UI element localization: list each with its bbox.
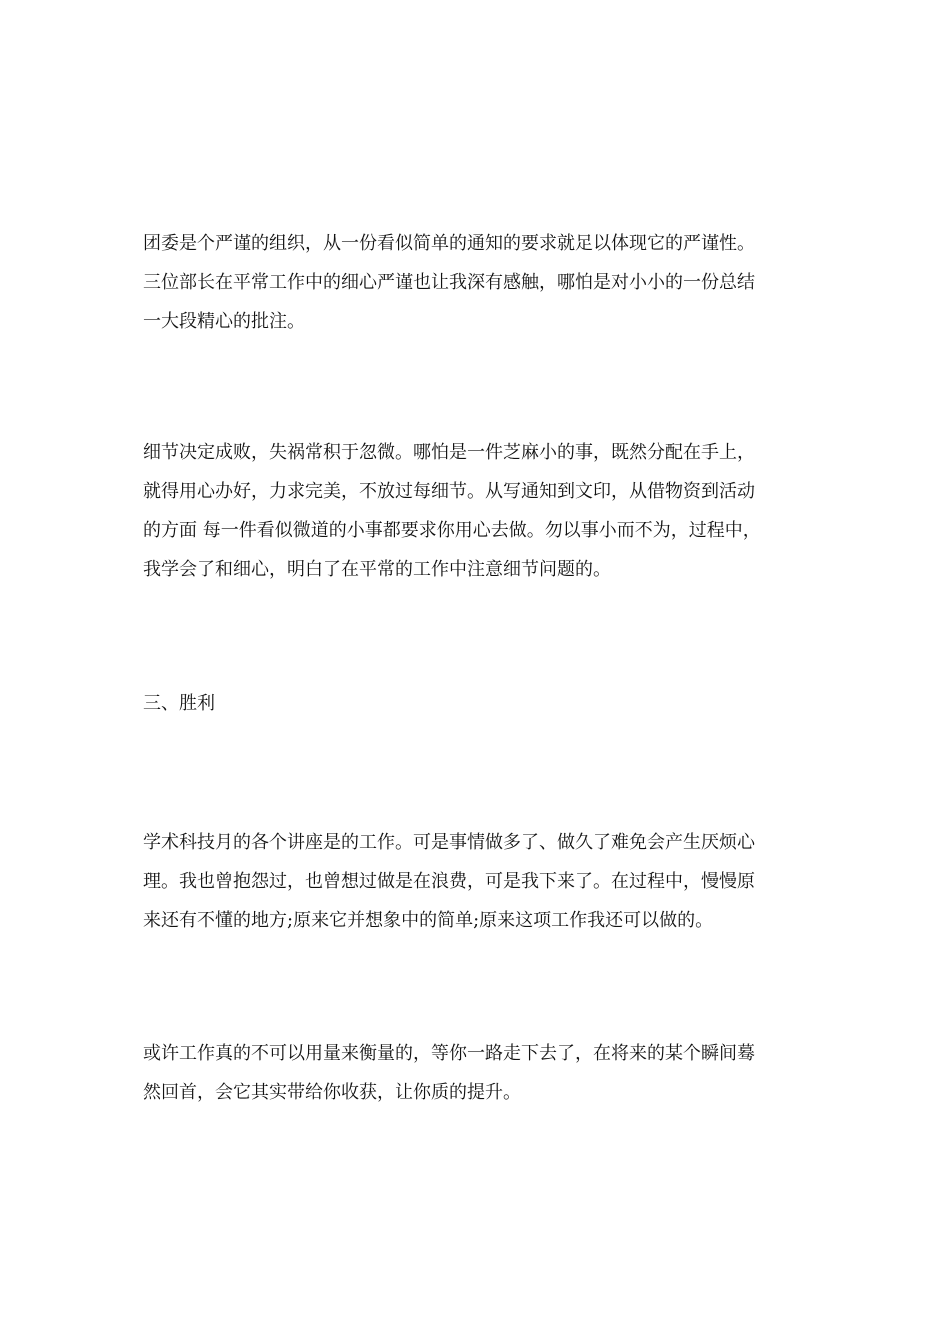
text-line: 我学会了和细心，明白了在平常的工作中注意细节问题的。 xyxy=(143,559,611,580)
text-line: 然回首，会它其实带给你收获，让你质的提升。 xyxy=(143,1082,521,1103)
paragraph-reflection xyxy=(143,1034,807,1112)
text-line: 来还有不懂的地方;原来它并想象中的简单;原来这项工作我还可以做的。 xyxy=(143,910,714,931)
text-line: 理。我也曾抱怨过，也曾想过做是在浪费，可是我下来了。在过程中，慢慢原 xyxy=(143,871,755,892)
text-line: 或许工作真的不可以用量来衡量的，等你一路走下去了，在将来的某个瞬间蓦 xyxy=(143,1043,755,1064)
paragraph-details xyxy=(143,433,807,589)
text-line: 三位部长在平常工作中的细心严谨也让我深有感触，哪怕是对小小的一份总结 xyxy=(143,272,755,293)
text-line: 学术科技月的各个讲座是的工作。可是事情做多了、做久了难免会产生厌烦心 xyxy=(143,832,755,853)
text-line: 就得用心办好，力求完美，不放过每细节。从写通知到文印，从借物资到活动 xyxy=(143,481,755,502)
paragraph-organization-rigor xyxy=(143,224,807,341)
heading-text: 三、胜利 xyxy=(143,693,215,714)
paragraph-academic-month xyxy=(143,823,807,940)
section-heading xyxy=(143,684,807,723)
text-line: 的方面 每一件看似微道的小事都要求你用心去做。勿以事小而不为，过程中， xyxy=(143,520,761,541)
text-line: 一大段精心的批注。 xyxy=(143,311,305,332)
text-line: 细节决定成败，失祸常积于忽微。哪怕是一件芝麻小的事，既然分配在手上， xyxy=(143,442,755,463)
text-line: 团委是个严谨的组织，从一份看似简单的通知的要求就足以体现它的严谨性。 xyxy=(143,233,755,254)
